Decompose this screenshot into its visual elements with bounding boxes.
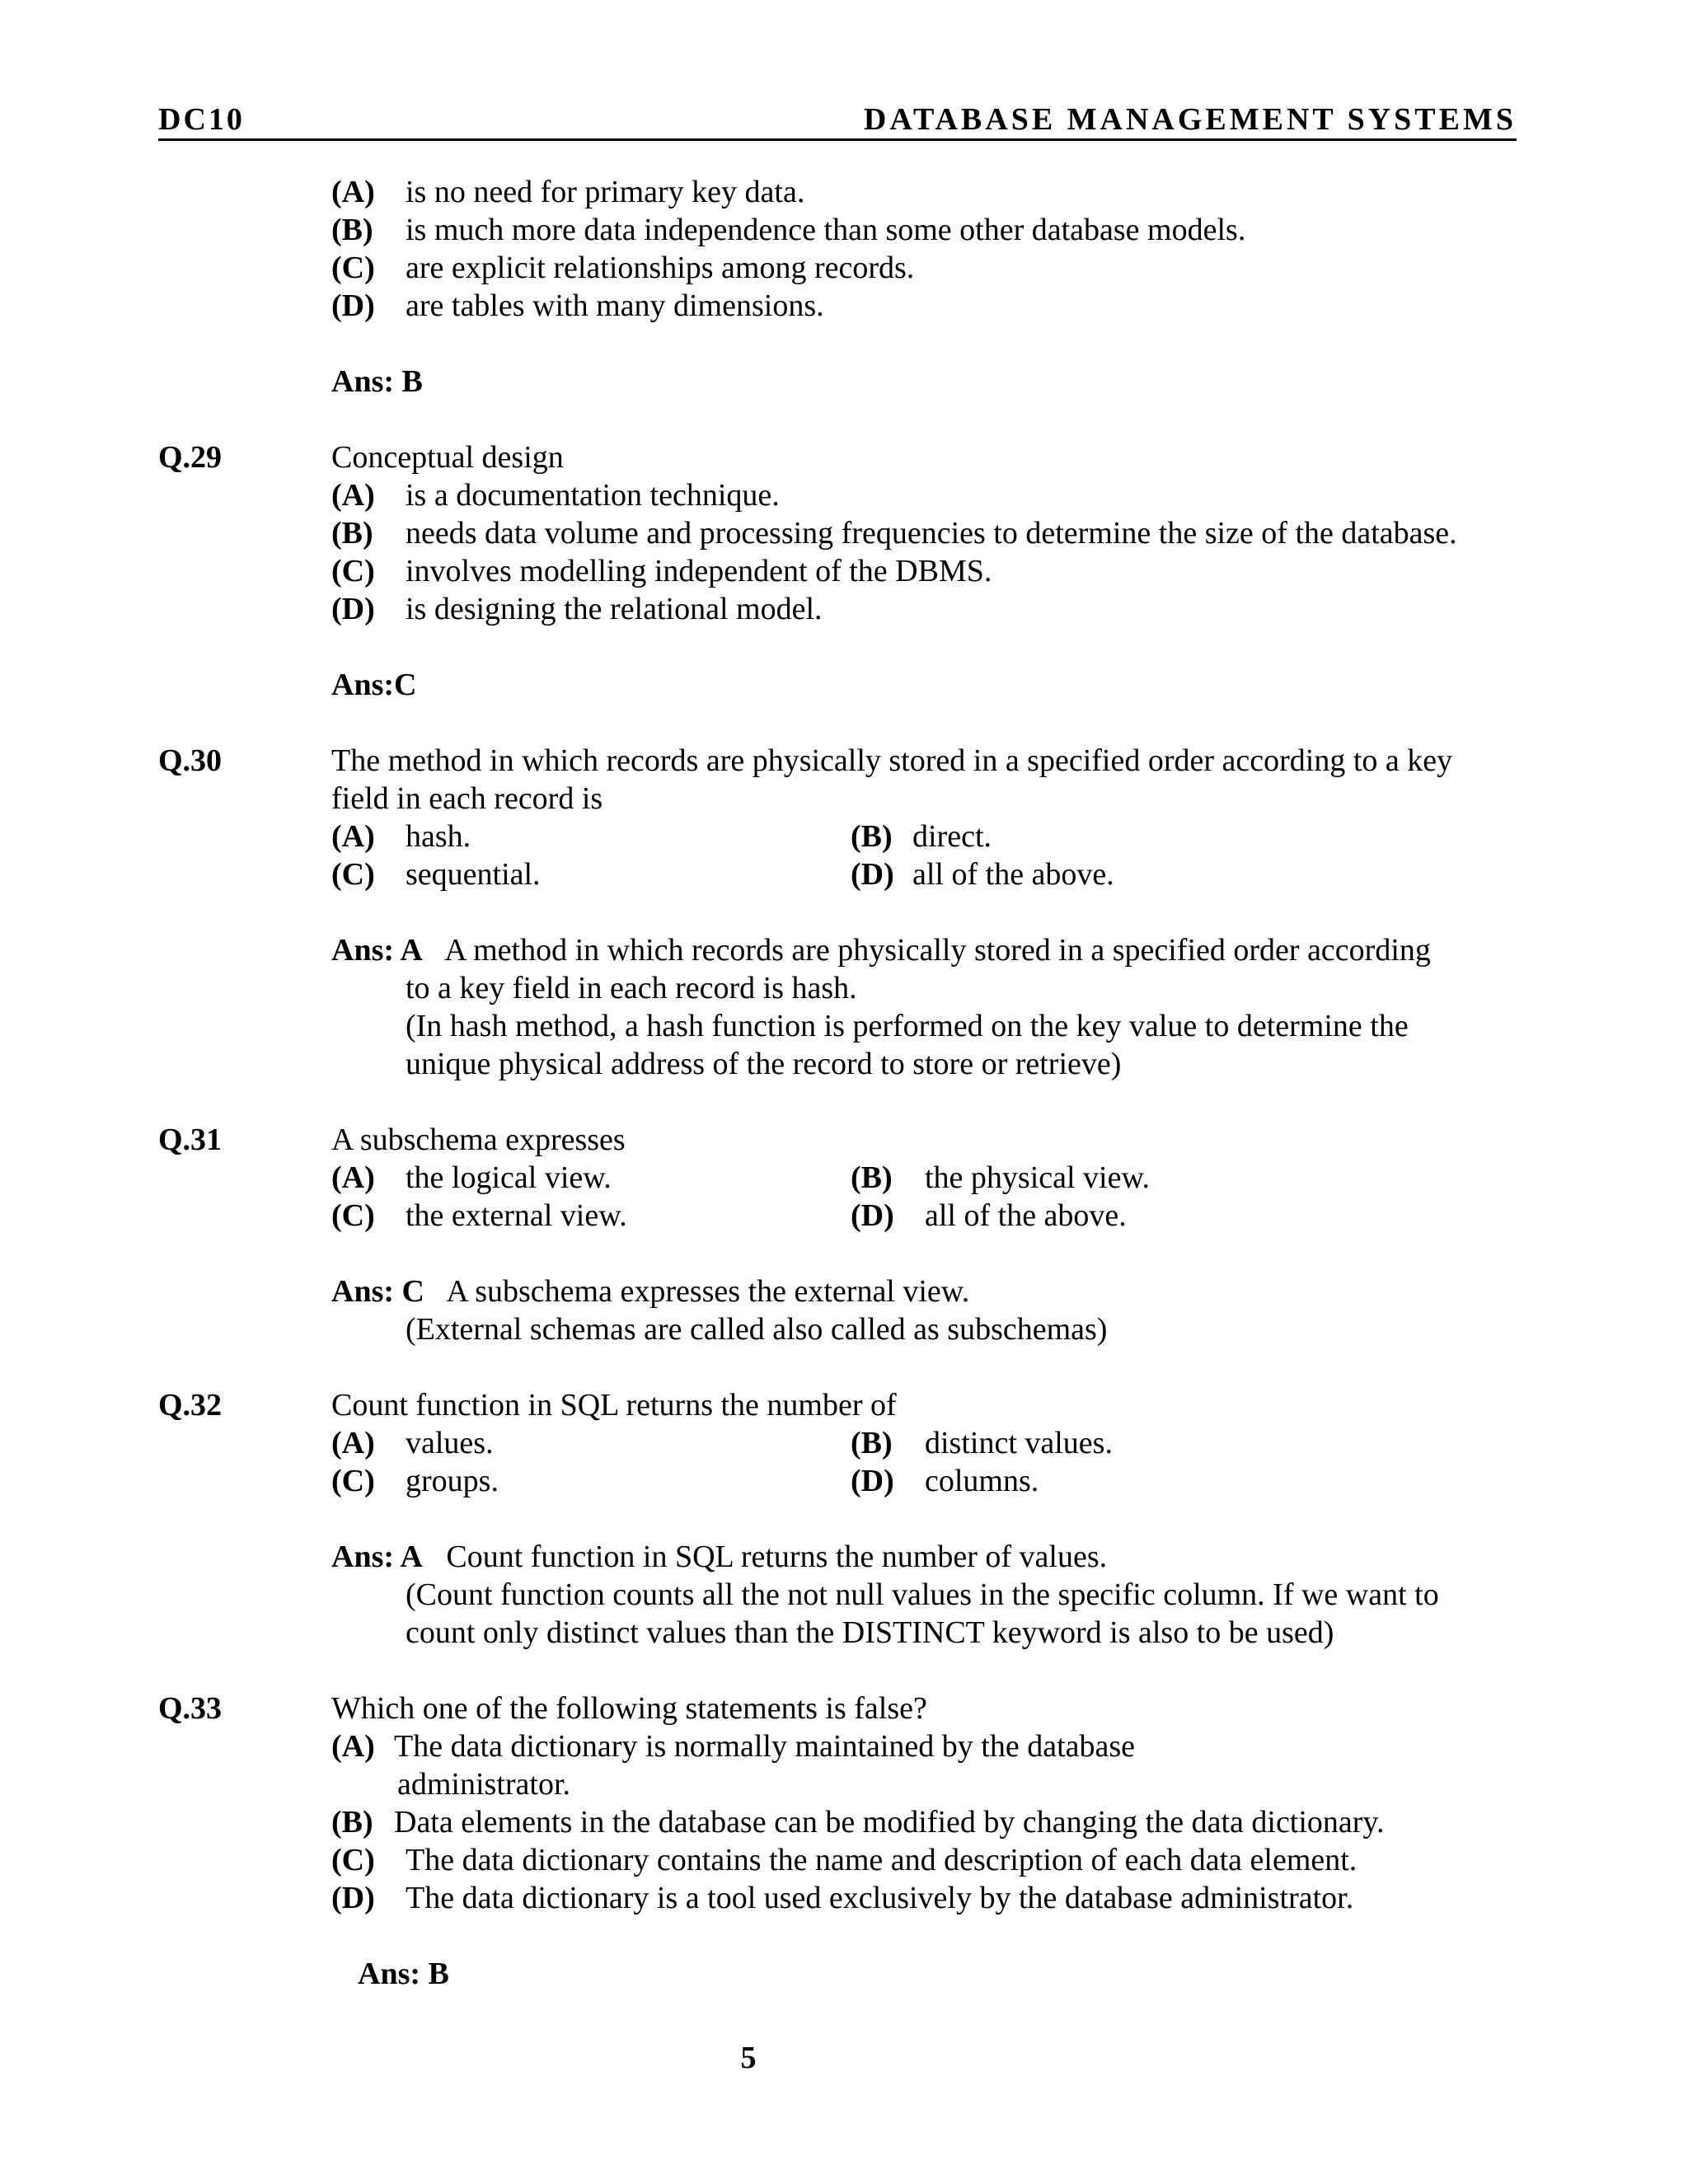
option-c: (C) the external view. <box>331 1198 627 1233</box>
option-b: (B) direct. <box>851 819 992 854</box>
answer-block: Ans: C A subschema expresses the external view. (External schemas are called also called as subschemas) <box>331 1274 1108 1347</box>
option-b: (B) the physical view. <box>851 1160 1150 1195</box>
options-row-2 <box>331 1462 1523 1500</box>
option-d: (D) columns. <box>851 1464 1039 1498</box>
answer: Ans: B <box>331 364 423 399</box>
option-d: (D) is designing the relational model. <box>331 592 823 626</box>
course-code: DC10 <box>158 102 245 137</box>
option-b: (B) needs data volume and processing frequencies to determine the size of the database. <box>331 516 1457 551</box>
answer-block: Ans: A A method in which records are physically stored in a specified order according to a key field in each record is hash. (In hash method, a hash function is performed on the key value to determine the unique physical address of the record to store or retrieve) <box>331 933 1431 1081</box>
answer: Ans: B <box>358 1957 449 1991</box>
option-c: (C) The data dictionary contains the name and description of each data element. <box>331 1843 1357 1877</box>
question-text-cont: field in each record is <box>331 781 603 816</box>
explanation: A method in which records are physically stored in a specified order according <box>444 933 1431 968</box>
option-d: (D) are tables with many dimensions. <box>331 288 824 323</box>
option-a: (A) the logical view. <box>331 1160 612 1195</box>
option-a: (A) The data dictionary is normally maintained by the database <box>331 1729 1136 1764</box>
option-c: (C) are explicit relationships among records. <box>331 251 915 285</box>
answer: Ans: C <box>331 1274 424 1309</box>
option-a: (A) values. <box>331 1426 494 1460</box>
option-a-cont: administrator. <box>397 1767 571 1802</box>
page-number: 5 <box>740 2041 757 2075</box>
option-a: (A) is a documentation technique. <box>331 478 780 513</box>
question-text: Conceptual design <box>331 440 564 475</box>
option-c: (C) groups. <box>331 1464 499 1498</box>
option-a: (A) hash. <box>331 819 471 854</box>
option-c: (C) sequential. <box>331 857 541 892</box>
options-row-1 <box>331 1159 1523 1197</box>
options-row-1 <box>331 1424 1523 1462</box>
course-title: DATABASE MANAGEMENT SYSTEMS <box>863 102 1517 137</box>
answer: Ans: A <box>331 933 423 968</box>
page-header <box>158 99 1517 141</box>
options-row-2 <box>331 1197 1523 1235</box>
question-text: Count function in SQL returns the number of <box>331 1388 897 1422</box>
option-b: (B) Data elements in the database can be modified by changing the data dictionary. <box>331 1805 1385 1840</box>
question-number: Q.32 <box>158 1388 223 1422</box>
option-d: (D) The data dictionary is a tool used exclusively by the database administrator. <box>331 1881 1354 1915</box>
question-text: Which one of the following statements is false? <box>331 1691 927 1726</box>
option-d: (D) all of the above. <box>851 857 1114 892</box>
explanation: A subschema expresses the external view. <box>446 1274 970 1309</box>
options-row-2 <box>331 855 1523 893</box>
option-b: (B) distinct values. <box>851 1426 1113 1460</box>
question-number: Q.29 <box>158 440 223 475</box>
question-text: A subschema expresses <box>331 1122 626 1157</box>
question-number: Q.33 <box>158 1691 223 1726</box>
option-a: (A) is no need for primary key data. <box>331 175 805 209</box>
answer: Ans: A <box>331 1540 423 1574</box>
answer: Ans:C <box>331 668 417 702</box>
question-number: Q.30 <box>158 743 223 778</box>
option-c: (C) involves modelling independent of the DBMS. <box>331 554 992 588</box>
option-d: (D) all of the above. <box>851 1198 1127 1233</box>
explanation: Count function in SQL returns the number of values. <box>446 1540 1108 1574</box>
answer-block: Ans: A Count function in SQL returns the number of values. (Count function counts all the not null values in the specific column. If we want to count only distinct values than the DISTINCT keyword is also to be used) <box>331 1540 1439 1650</box>
question-number: Q.31 <box>158 1122 223 1157</box>
option-b: (B) is much more data independence than some other database models. <box>331 213 1246 247</box>
question-text: The method in which records are physically stored in a specified order according to a key <box>331 743 1453 778</box>
options-row-1 <box>331 818 1523 855</box>
